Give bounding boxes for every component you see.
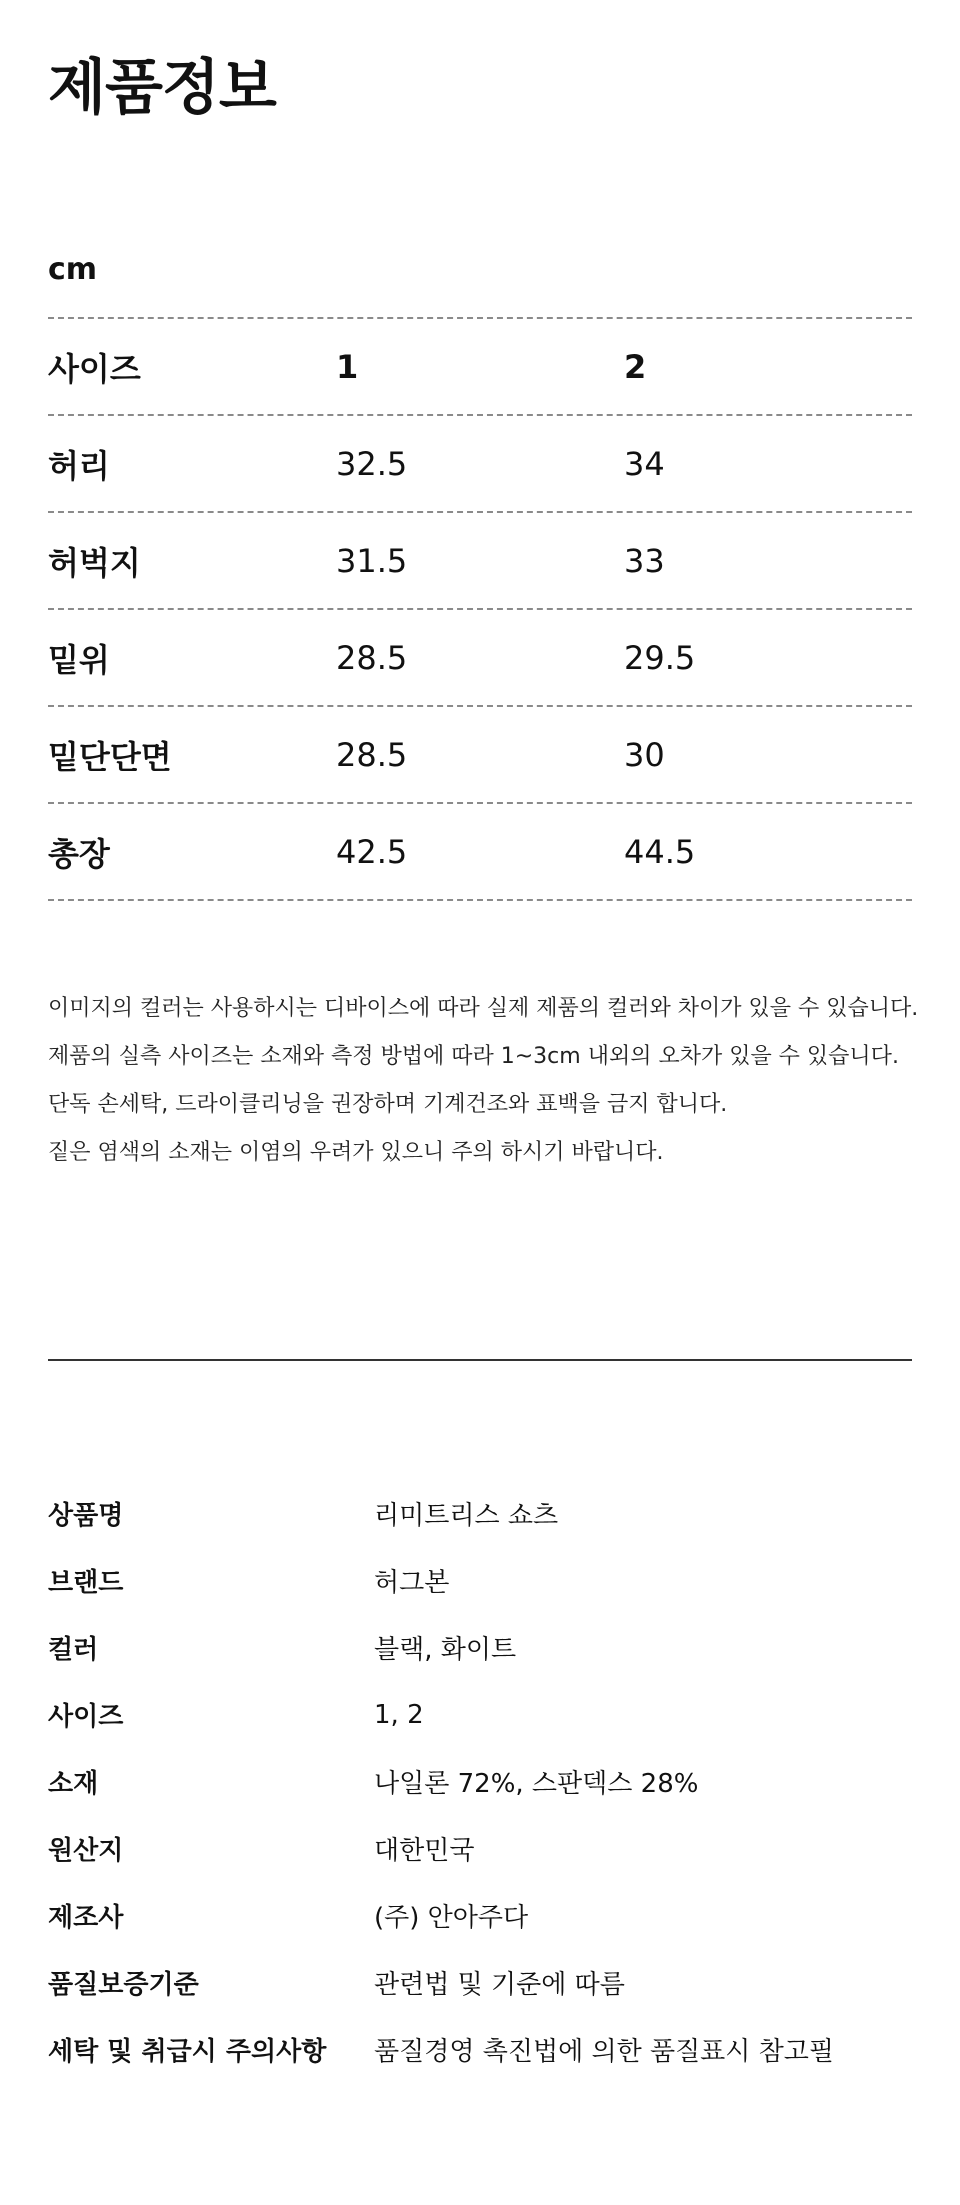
header-cell: 2 xyxy=(624,347,647,386)
info-row xyxy=(48,1949,912,2016)
info-label: 소재 xyxy=(48,1769,99,1799)
table-cell: 30 xyxy=(624,735,665,774)
info-row xyxy=(48,1882,912,1949)
info-row xyxy=(48,1815,912,1882)
note-line: 단독 손세탁, 드라이클리닝을 권장하며 기계건조와 표백을 금지 합니다. xyxy=(48,1092,728,1117)
header-cell: 사이즈 xyxy=(48,349,141,388)
info-label: 제조사 xyxy=(48,1903,124,1933)
info-value: 품질경영 촉진법에 의한 품질표시 참고필 xyxy=(374,2037,835,2067)
table-cell: 29.5 xyxy=(624,638,696,677)
section-divider xyxy=(48,1359,912,1361)
info-row xyxy=(48,1614,912,1681)
row-label: 허벅지 xyxy=(48,543,141,582)
table-cell: 42.5 xyxy=(336,832,408,871)
table-row xyxy=(48,608,912,705)
info-row xyxy=(48,1748,912,1815)
row-label: 밑단단면 xyxy=(48,737,172,776)
info-row xyxy=(48,1681,912,1748)
info-value: 1, 2 xyxy=(374,1699,424,1730)
row-label: 밑위 xyxy=(48,640,110,679)
info-value: 대한민국 xyxy=(374,1836,475,1866)
table-cell: 33 xyxy=(624,541,665,580)
info-value: 허그본 xyxy=(374,1568,450,1598)
info-value: 블랙, 화이트 xyxy=(374,1635,517,1665)
size-table xyxy=(48,317,912,901)
info-label: 품질보증기준 xyxy=(48,1970,199,2000)
table-cell: 32.5 xyxy=(336,444,408,483)
unit-label: cm xyxy=(48,252,98,287)
info-row xyxy=(48,1547,912,1614)
product-info-table xyxy=(48,1480,912,2083)
info-row xyxy=(48,2016,912,2083)
size-table-header xyxy=(48,317,912,414)
info-label: 컬러 xyxy=(48,1635,99,1665)
info-label: 사이즈 xyxy=(48,1702,124,1732)
info-label: 브랜드 xyxy=(48,1568,124,1598)
table-cell: 34 xyxy=(624,444,665,483)
table-row xyxy=(48,511,912,608)
table-row xyxy=(48,705,912,802)
table-cell: 28.5 xyxy=(336,638,408,677)
note-line: 짙은 염색의 소재는 이염의 우려가 있으니 주의 하시기 바랍니다. xyxy=(48,1140,664,1165)
info-value: 나일론 72%, 스판덱스 28% xyxy=(374,1769,699,1799)
info-value: 관련법 및 기준에 따름 xyxy=(374,1970,625,2000)
row-label: 총장 xyxy=(48,834,110,873)
note-line: 제품의 실측 사이즈는 소재와 측정 방법에 따라 1~3cm 내외의 오차가 있을 수 있습니다. xyxy=(48,1044,899,1069)
info-label: 원산지 xyxy=(48,1836,124,1866)
care-notes xyxy=(48,985,919,1177)
info-label: 세탁 및 취급시 주의사항 xyxy=(48,2037,327,2067)
info-value: 리미트리스 쇼츠 xyxy=(374,1501,559,1531)
row-label: 허리 xyxy=(48,446,110,485)
info-row xyxy=(48,1480,912,1547)
page-title: 제품정보 xyxy=(48,53,276,123)
table-cell: 28.5 xyxy=(336,735,408,774)
info-label: 상품명 xyxy=(48,1501,124,1531)
info-value: (주) 안아주다 xyxy=(374,1903,529,1933)
table-cell: 44.5 xyxy=(624,832,696,871)
note-line: 이미지의 컬러는 사용하시는 디바이스에 따라 실제 제품의 컬러와 차이가 있을 수 있습니다. xyxy=(48,996,919,1021)
table-cell: 31.5 xyxy=(336,541,408,580)
header-cell: 1 xyxy=(336,347,359,386)
table-row xyxy=(48,414,912,511)
table-row xyxy=(48,802,912,901)
